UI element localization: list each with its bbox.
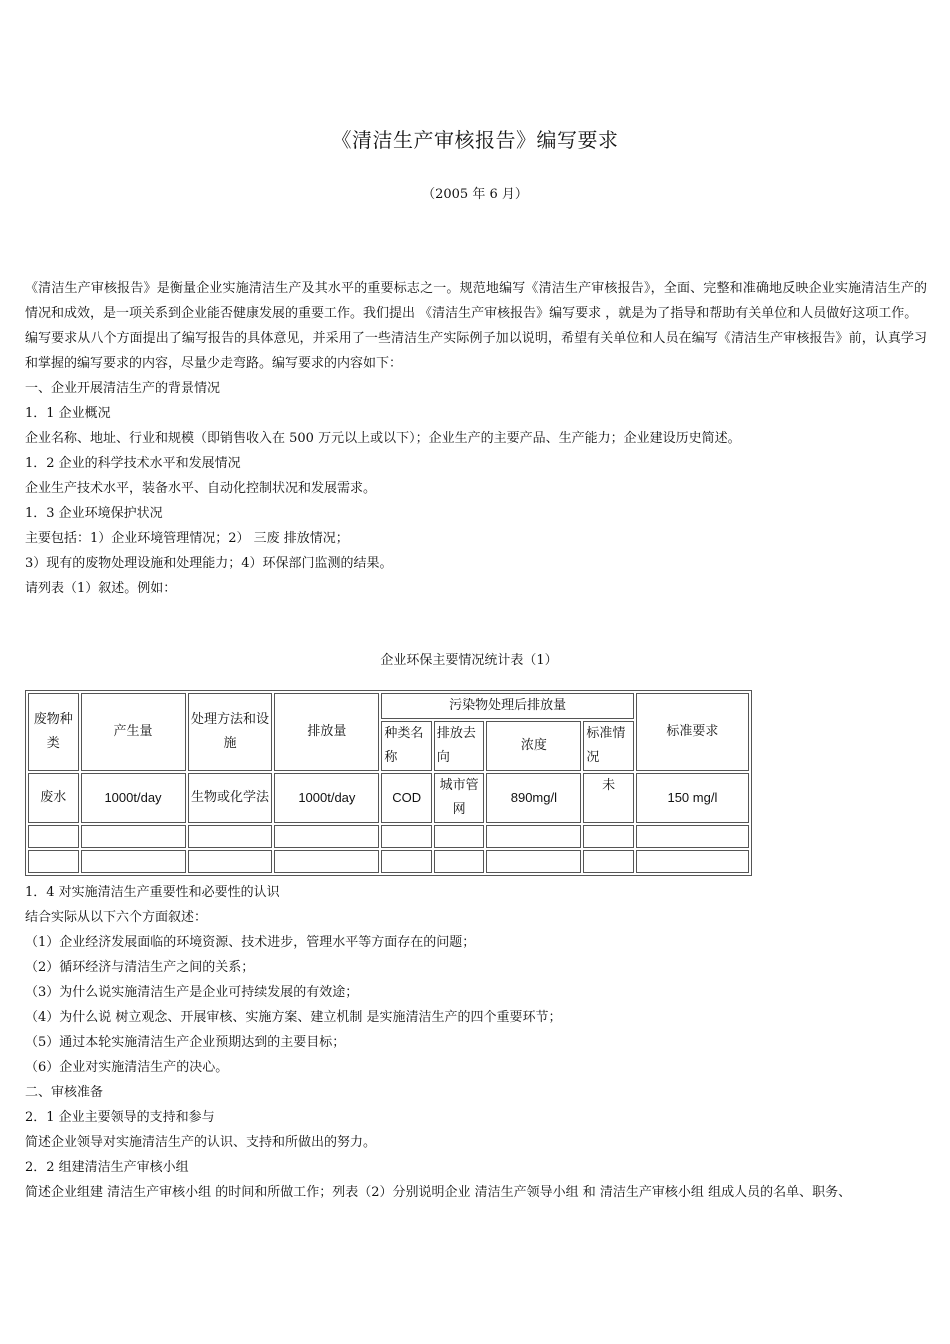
subsection-1-2: 1．2 企业的科学技术水平和发展情况	[25, 456, 241, 471]
section-heading-2: 二、审核准备	[25, 1085, 104, 1100]
paragraph-1-2: 企业生产技术水平，装备水平、自动化控制状况和发展需求。	[25, 481, 377, 496]
subsection-1-1: 1．1 企业概况	[25, 406, 111, 421]
header-after-treatment: 污染物处理后排放量	[381, 693, 633, 719]
header-treatment: 处理方法和设施	[188, 693, 273, 771]
table-caption: 企业环保主要情况统计表（1）	[380, 653, 558, 668]
subsection-2-1: 2．1 企业主要领导的支持和参与	[25, 1110, 215, 1125]
header-standard-status: 标准情况	[583, 721, 634, 771]
table-row	[28, 825, 749, 848]
subsection-1-3: 1．3 企业环境保护状况	[25, 506, 163, 521]
table-cell	[636, 825, 749, 848]
table-cell	[636, 850, 749, 873]
body-text-bottom	[25, 880, 935, 1205]
table-header-row	[28, 693, 749, 719]
paragraph-1-3-b: 3）现有的废物处理设施和处理能力；4）环保部门监测的结果。	[25, 556, 393, 571]
table-cell	[583, 850, 634, 873]
list-item: （3）为什么说实施清洁生产是企业可持续发展的有效途；	[25, 985, 359, 1000]
list-item: （2）循环经济与清洁生产之间的关系；	[25, 960, 255, 975]
table-cell	[28, 825, 79, 848]
table-cell	[81, 825, 186, 848]
header-output: 产生量	[81, 693, 186, 771]
header-pollutant: 种类名称	[381, 721, 432, 771]
list-item: （4）为什么说 树立观念、开展审核、实施方案、建立机制 是实施清洁生产的四个重要环节；	[25, 1010, 562, 1025]
table-cell	[486, 850, 581, 873]
table-cell	[274, 825, 379, 848]
table-cell	[583, 825, 634, 848]
table-row	[28, 773, 749, 823]
environment-table	[25, 690, 752, 876]
body-text-top	[25, 276, 927, 601]
cell-concentration: 890mg/l	[486, 773, 581, 823]
cell-output: 1000t/day	[81, 773, 186, 823]
table-cell	[486, 825, 581, 848]
table-cell	[188, 825, 273, 848]
cell-pollutant: COD	[381, 773, 432, 823]
header-concentration: 浓度	[486, 721, 581, 771]
paragraph-2-1: 简述企业领导对实施清洁生产的认识、支持和所做出的努力。	[25, 1135, 377, 1150]
paragraph-1-3-c: 请列表（1）叙述。例如：	[25, 581, 177, 596]
subsection-1-4: 1．4 对实施清洁生产重要性和必要性的认识	[25, 885, 280, 900]
table-cell	[274, 850, 379, 873]
table-cell	[81, 850, 186, 873]
cell-waste-type: 废水	[28, 773, 79, 823]
header-standard-req: 标准要求	[636, 693, 749, 771]
cell-treatment: 生物或化学法	[188, 773, 273, 823]
table-cell	[381, 850, 432, 873]
section-heading-1: 一、企业开展清洁生产的背景情况	[25, 381, 221, 396]
list-item: （1）企业经济发展面临的环境资源、技术进步，管理水平等方面存在的问题；	[25, 935, 476, 950]
table-cell	[434, 825, 485, 848]
table-row	[28, 850, 749, 873]
paragraph-requirements: 编写要求从八个方面提出了编写报告的具体意见，并采用了一些清洁生产实际例子加以说明，希望有关单位和人员在编写《清洁生产审核报告》前，认真学习和掌握的编写要求的内容，尽量少走弯路。编写要求的内容如下：	[25, 331, 927, 371]
table-cell	[28, 850, 79, 873]
cell-discharge: 1000t/day	[274, 773, 379, 823]
list-item: （6）企业对实施清洁生产的决心。	[25, 1060, 229, 1075]
cell-destination: 城市管网	[434, 773, 485, 823]
cell-standard-status: 未	[583, 773, 634, 823]
paragraph-1-4: 结合实际从以下六个方面叙述：	[25, 910, 208, 925]
table-cell	[381, 825, 432, 848]
paragraph-1-1: 企业名称、地址、行业和规模（即销售收入在 500 万元以上或以下）；企业生产的主要产品、生产能力；企业建设历史简述。	[25, 431, 741, 446]
header-destination: 排放去向	[434, 721, 485, 771]
table-cell	[188, 850, 273, 873]
subsection-2-2: 2．2 组建清洁生产审核小组	[25, 1160, 189, 1175]
cell-standard-req: 150 mg/l	[636, 773, 749, 823]
document-title: 《清洁生产审核报告》编写要求	[331, 128, 619, 152]
list-item: （5）通过本轮实施清洁生产企业预期达到的主要目标；	[25, 1035, 346, 1050]
header-waste-type: 废物种类	[28, 693, 79, 771]
paragraph-2-2: 简述企业组建 清洁生产审核小组 的时间和所做工作；列表（2）分别说明企业 清洁生产领导小组 和 清洁生产审核小组 组成人员的名单、职务、	[25, 1185, 852, 1200]
table-cell	[434, 850, 485, 873]
paragraph-1-3-a: 主要包括：1）企业环境管理情况；2） 三废 排放情况；	[25, 531, 349, 546]
header-discharge: 排放量	[274, 693, 379, 771]
document-date: （2005 年 6 月）	[422, 187, 528, 202]
paragraph-intro: 《清洁生产审核报告》是衡量企业实施清洁生产及其水平的重要标志之一。规范地编写《清洁生产审核报告》，全面、完整和准确地反映企业实施清洁生产的情况和成效，是一项关系到企业能否健康发展的重要工作。我们提出 《清洁生产审核报告》编写要求 ，就是为了指导和帮助有关单位和人员做好这项工作。	[25, 281, 927, 321]
